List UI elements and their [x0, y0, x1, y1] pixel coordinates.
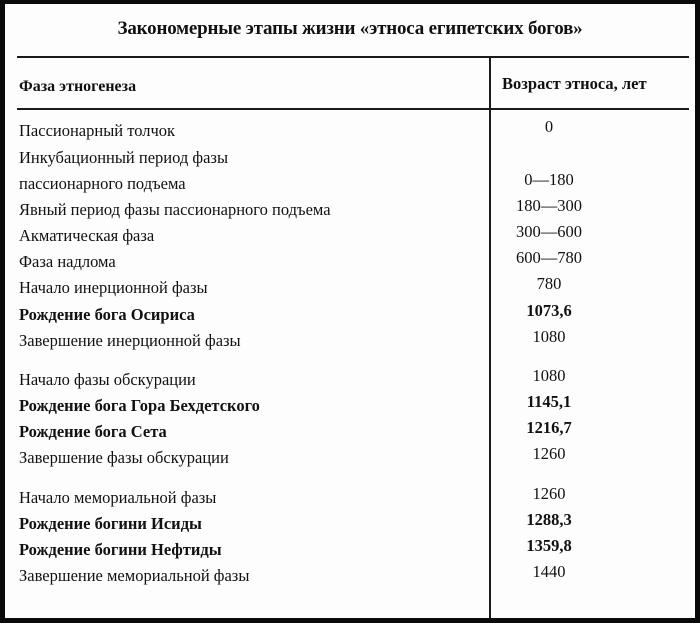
column-header-phase: Фаза этногенеза	[19, 78, 137, 95]
age-cell: 1440	[532, 562, 566, 581]
age-cell: 1073,6	[526, 301, 572, 320]
phase-cell: Завершение фазы обскурации	[19, 448, 229, 467]
phase-cell: Рождение богини Исиды	[19, 514, 202, 533]
phase-cell: Начало фазы обскурации	[19, 370, 196, 389]
phase-cell: Рождение бога Гора Бехдетского	[19, 396, 260, 415]
phase-cell: Пассионарный толчок	[19, 121, 176, 140]
age-cell: 1260	[532, 484, 566, 503]
age-cell: 1260	[532, 444, 566, 463]
phase-cell: Рождение богини Нефтиды	[19, 540, 222, 559]
age-cell: 0—180	[524, 170, 574, 189]
phase-cell: Акматическая фаза	[19, 226, 155, 245]
phase-cell: пассионарного подъема	[19, 174, 186, 193]
document-page	[5, 4, 695, 618]
header-bottom-rule	[17, 108, 689, 110]
table-row	[19, 327, 689, 357]
age-cell: 180—300	[516, 196, 582, 215]
age-cell: 780	[536, 274, 562, 293]
age-cell: 1359,8	[526, 536, 572, 555]
table-row	[19, 562, 689, 592]
age-cell: 1080	[532, 366, 566, 385]
phase-cell: Явный период фазы пассионарного подъема	[19, 200, 331, 219]
age-cell: 600—780	[516, 248, 582, 267]
age-cell: 1216,7	[526, 418, 572, 437]
table-row	[19, 444, 689, 474]
table-row	[19, 117, 689, 147]
phase-cell: Рождение бога Сета	[19, 422, 167, 441]
age-cell: 1288,3	[526, 510, 572, 529]
phase-cell: Начало инерционной фазы	[19, 278, 208, 297]
header-top-rule	[17, 56, 689, 58]
age-cell: 0	[544, 117, 554, 136]
phase-cell: Завершение инерционной фазы	[19, 331, 241, 350]
age-cell: 1080	[532, 327, 566, 346]
age-cell: 1145,1	[526, 392, 572, 411]
phase-cell: Рождение бога Осириса	[19, 305, 195, 324]
phase-cell: Инкубационный период фазы	[19, 148, 229, 167]
phase-cell: Начало мемориальной фазы	[19, 488, 217, 507]
table-title: Закономерные этапы жизни «этноса египетских богов»	[117, 18, 583, 39]
column-header-age: Возраст этноса, лет	[502, 74, 647, 93]
phase-cell: Фаза надлома	[19, 252, 116, 271]
phase-cell: Завершение мемориальной фазы	[19, 566, 250, 585]
age-cell: 300—600	[516, 222, 582, 241]
